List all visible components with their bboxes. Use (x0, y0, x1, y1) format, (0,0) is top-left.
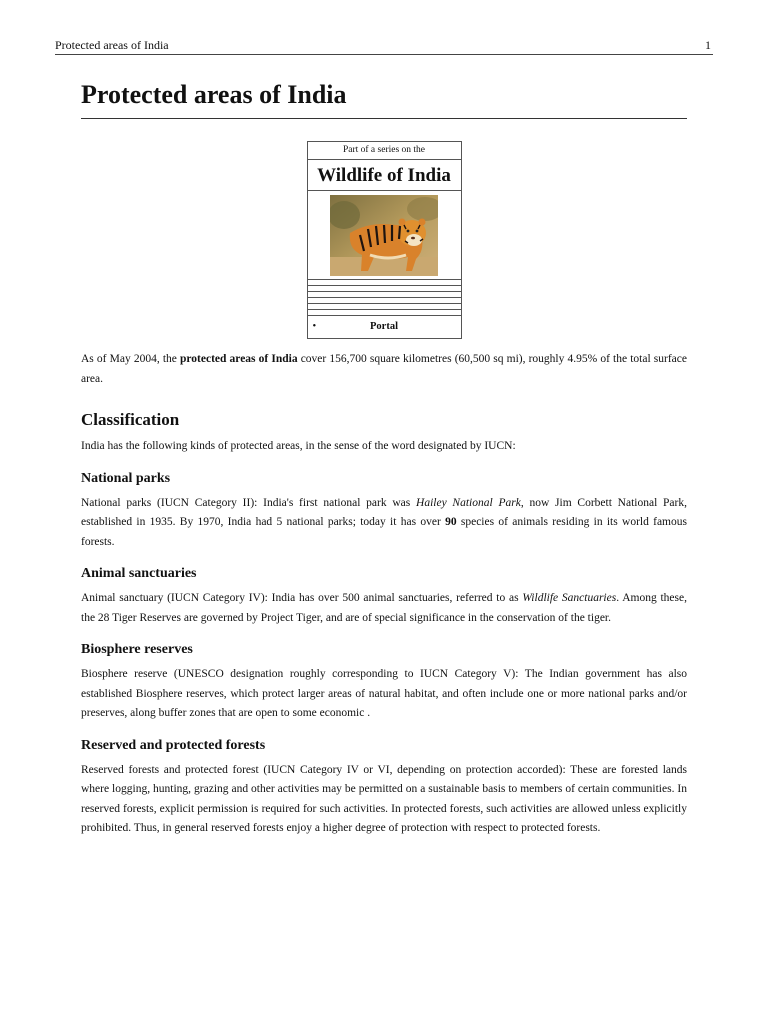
article-title: Protected areas of India (81, 78, 687, 119)
infobox-image-cell (308, 191, 461, 280)
article-body (81, 78, 687, 839)
infobox-title[interactable] (308, 160, 461, 191)
tiger-image[interactable] (330, 195, 438, 276)
page-header (55, 38, 713, 55)
series-infobox (307, 141, 462, 339)
classification-paragraph: India has the following kinds of protected areas, in the sense of the word designated by IUCN: (81, 440, 516, 452)
reserved-forests-paragraph: Reserved forests and protected forest (IUCN Category IV or VI, depending on protection accorded): These are forested lands where logging, hunting, grazing and other activities may be permitted on a sustainable basis to members of certain communities. In reserved forests, explicit permission is required for such activities. In protected forests, such activities are allowed unless explicitly prohibited. Thus, in general reserved forests enjoy a higher degree of protection with respect to protected forests. (81, 763, 687, 834)
page-number: 1 (705, 38, 711, 52)
portal-bullet: • (312, 321, 317, 332)
subsection-heading-reserved-forests: Reserved and protected forests (81, 737, 266, 753)
infobox-above-text: Part of a series on the (308, 142, 461, 160)
subsection-heading-biosphere-reserves: Biosphere reserves (81, 642, 193, 657)
portal-link[interactable]: Portal (370, 321, 398, 332)
infobox-portal-row (308, 316, 461, 338)
subsection-heading-national-parks: National parks (81, 470, 171, 486)
animal-sanctuaries-paragraph: Animal sanctuary (IUCN Category IV): India has over 500 animal sanctuaries, referred to as Wildlife Sanctuaries. Among these, the 28 Tiger Reserves are governed by Project Tiger, and are of special significance in the conservation of the tiger. (81, 592, 687, 624)
biosphere-reserves-paragraph: Biosphere reserve (UNESCO designation roughly corresponding to IUCN Category V): The Indian government has also established Biosphere reserves, which protect larger areas of natural habitat, and often include one or more national parks and/or preserves, along buffer zones that are open to some economic . (81, 668, 687, 719)
section-heading-classification: Classification (81, 410, 180, 429)
intro-bold-term: protected areas of India (180, 353, 298, 365)
running-title: Protected areas of India (55, 38, 169, 52)
subsection-heading-animal-sanctuaries: Animal sanctuaries (81, 566, 197, 581)
wildlife-sanctuaries-italic: Wildlife Sanctuaries (522, 592, 617, 604)
species-count: 90 (445, 516, 457, 528)
hailey-park-italic: Hailey National Park (416, 496, 521, 509)
national-parks-paragraph: National parks (IUCN Category II): India's first national park was Hailey National Park, now Jim Corbett National Park, established in 1935. By 1970, India had 5 national parks; today it has over 90 species of animals residing in its world famous forests. (81, 496, 687, 548)
intro-paragraph: As of May 2004, the protected areas of India cover 156,700 square kilometres (60,500 sq mi), roughly 4.95% of the total surface area. (81, 353, 687, 385)
infobox-title-text[interactable]: Wildlife of India (317, 165, 451, 186)
